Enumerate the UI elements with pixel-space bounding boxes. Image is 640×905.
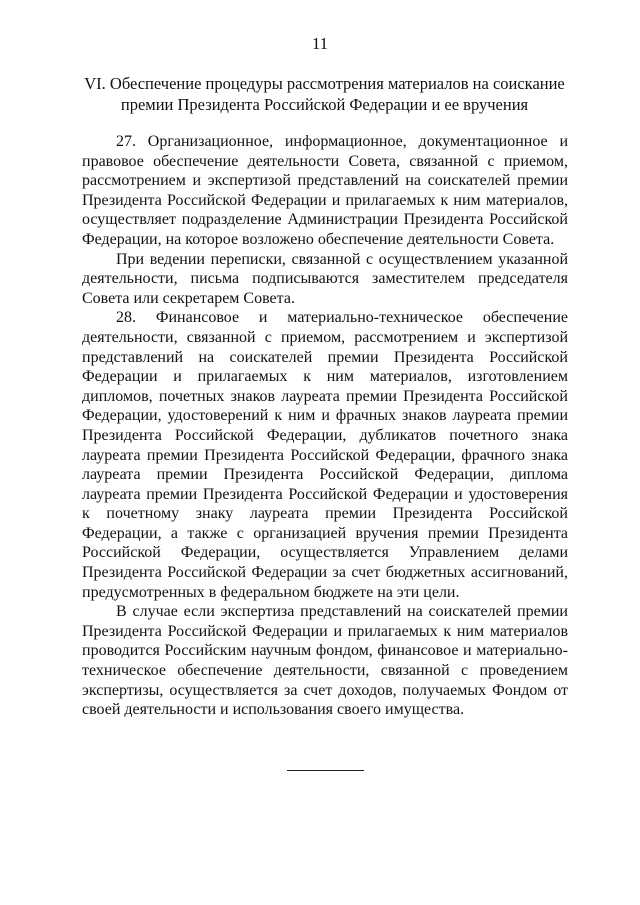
section-heading (82, 73, 567, 115)
paragraph-correspondence: При ведении переписки, связанной с осуществлением указанной деятельности, письма подписываются заместителем председателя Совета или секретарем Совета. (82, 250, 568, 307)
section-heading-line-2: премии Президента Российской Федерации и ее вручения (120, 95, 529, 114)
document-body (82, 132, 568, 720)
page-number: 11 (311, 34, 329, 53)
end-separator-line (287, 770, 364, 771)
paragraph-28: 28. Финансовое и материально-техническое обеспечение деятельности, связанной с приемом, рассмотрением и экспертизой представлений на соискателей премии Президента Российской Федерации и прилагаемых к ним материалов, изготовлением дипломов, почетных знаков лауреата премии Президента Российской Федерации, удостоверений к ним и фрачных знаков лауреата премии Президента Российской Федерации, дубликатов почетного знака лауреата премии Президента Российской Федерации, фрачного знака лауреата премии Президента Российской Федерации, диплома лауреата премии Президента Российской Федерации и удостоверения к почетному знаку лауреата премии Президента Российской Федерации, а также с организацией вручения премии Президента Российской Федерации, осуществляется Управлением делами Президента Российской Федерации за счет бюджетных ассигнований, предусмотренных в федеральном бюджете на эти цели. (82, 309, 568, 601)
section-heading-line-1: VI. Обеспечение процедуры рассмотрения материалов на соискание (84, 74, 565, 93)
paragraph-science-fund: В случае если экспертиза представлений на соискателей премии Президента Российской Федерации и прилагаемых к ним материалов проводится Российским научным фондом, финансовое и материально-техническое обеспечение деятельности, связанной с проведением экспертизы, осуществляется за счет доходов, получаемых Фондом от своей деятельности и использования своего имущества. (82, 603, 568, 719)
paragraph-27: 27. Организационное, информационное, документационное и правовое обеспечение деятельности Совета, связанной с приемом, рассмотрением и экспертизой представлений на соискателей премии Президента Российской Федерации и прилагаемых к ним материалов, осуществляет подразделение Администрации Президента Российской Федерации, на которое возложено обеспечение деятельности Совета. (82, 133, 568, 248)
